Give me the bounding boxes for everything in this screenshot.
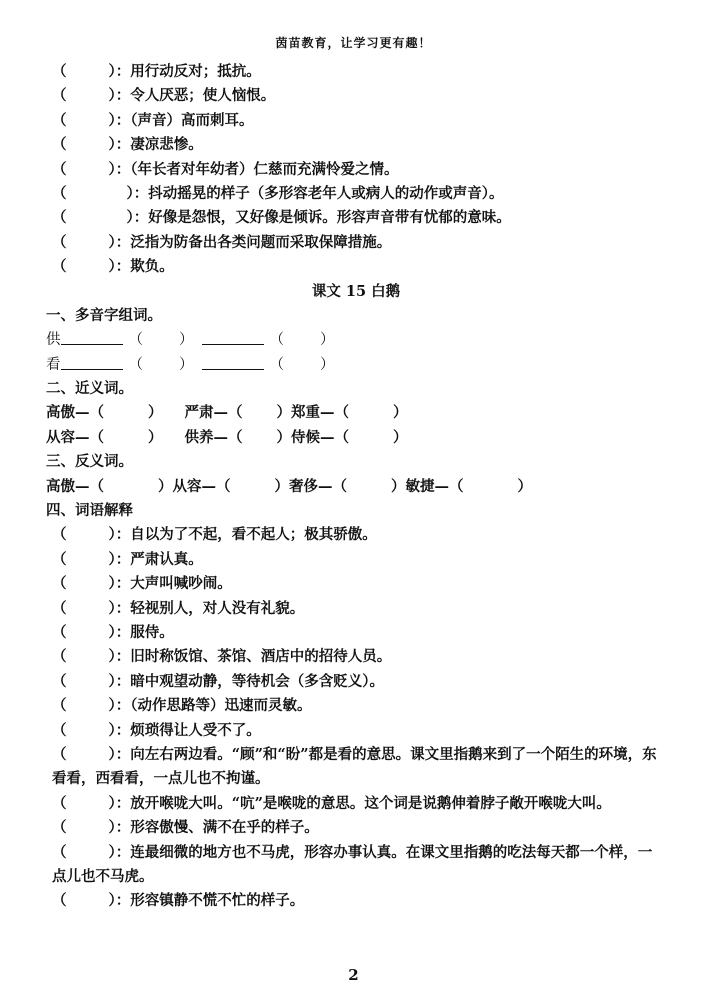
word-definitions <box>46 523 666 913</box>
pair-segment: ） <box>393 404 408 422</box>
open-paren: （ <box>52 63 67 80</box>
definition-item <box>46 645 666 669</box>
definition-text: ：轻视别人，对人没有礼貌。 <box>115 599 305 617</box>
section-4-title: 四、词语解释 <box>46 502 133 520</box>
close-paren: ） <box>126 209 134 227</box>
pinyin-open-paren: （ <box>269 332 284 349</box>
open-paren: （ <box>52 623 67 641</box>
pair-segment: 高傲—（ <box>46 477 104 495</box>
polyphone-char: 看 <box>46 356 61 373</box>
pair-segment: ） <box>148 428 163 446</box>
open-paren: （ <box>52 209 67 227</box>
open-paren: （ <box>52 575 67 593</box>
close-paren: ） <box>126 184 134 202</box>
definition-text: ：抖动摇晃的样子（多形容老年人或病人的动作或声音）。 <box>133 184 504 202</box>
close-paren: ） <box>108 843 116 861</box>
word-blank <box>61 330 123 345</box>
pair-segment: 从容—（ <box>46 428 104 446</box>
definition-item <box>46 206 666 230</box>
antonym-row <box>46 475 666 499</box>
definition-text: ：连最细微的地方也不马虎，形容办事认真。在课文里指鹅的吃法每天都一个样，一点儿也不马虎。 <box>52 843 653 885</box>
definition-item <box>46 719 666 743</box>
close-paren: ） <box>108 526 116 544</box>
definition-text: ：（动作思路等）迅速而灵敏。 <box>115 697 312 715</box>
pinyin-open-paren: （ <box>128 356 143 373</box>
definition-item <box>46 548 666 572</box>
close-paren: ） <box>108 575 116 593</box>
definition-item <box>46 158 666 182</box>
pinyin-close-paren: ） <box>179 356 194 373</box>
definition-item <box>46 60 666 84</box>
word-blank <box>202 330 264 345</box>
pair-segment: 严肃—（ <box>184 404 243 422</box>
pair-segment: ） <box>148 404 163 422</box>
definition-item <box>46 231 666 255</box>
section-2-title: 二、近义词。 <box>46 380 133 398</box>
definition-item <box>46 621 666 645</box>
close-paren: ） <box>108 623 116 641</box>
synonym-row <box>46 401 666 425</box>
definition-text: ：服侍。 <box>115 623 174 641</box>
pinyin-close-paren: ） <box>179 332 194 349</box>
definition-text: ：大声叫喊吵闹。 <box>115 575 232 593</box>
synonym-row <box>46 426 666 450</box>
definition-item <box>46 670 666 694</box>
pair-segment: ）侍候—（ <box>276 428 349 446</box>
close-paren: ） <box>108 745 116 763</box>
definition-text: ：形容镇静不慌不忙的样子。 <box>115 892 305 910</box>
close-paren: ） <box>108 63 116 80</box>
definition-text: ：好像是怨恨，又好像是倾诉。形容声音带有忧郁的意味。 <box>133 209 511 227</box>
pair-segment: ）奢侈—（ <box>274 477 347 495</box>
pair-segment: ）敏捷—（ <box>391 477 464 495</box>
definition-item <box>46 792 666 816</box>
antonym-line <box>46 475 666 499</box>
definition-item <box>46 572 666 596</box>
open-paren: （ <box>52 672 67 690</box>
synonym-rows <box>46 401 666 450</box>
definition-text: ：形容傲慢、满不在乎的样子。 <box>115 819 319 837</box>
open-paren: （ <box>52 550 67 568</box>
open-paren: （ <box>52 87 67 105</box>
open-paren: （ <box>52 648 67 666</box>
close-paren: ） <box>108 819 116 837</box>
open-paren: （ <box>52 745 67 763</box>
open-paren: （ <box>52 697 67 715</box>
pinyin-open-paren: （ <box>269 356 284 373</box>
definition-item <box>46 597 666 621</box>
close-paren: ） <box>108 892 116 910</box>
definition-item <box>46 743 666 792</box>
definition-text: ：严肃认真。 <box>115 550 203 568</box>
definition-text: ：暗中观望动静，等待机会（多含贬义）。 <box>115 672 384 690</box>
polyphone-rows <box>46 328 666 377</box>
close-paren: ） <box>108 672 116 690</box>
definition-text: ：（年长者对年幼者）仁慈而充满怜爱之情。 <box>115 160 399 178</box>
definition-item <box>46 816 666 840</box>
definition-text: ：用行动反对；抵抗。 <box>115 63 261 80</box>
pair-segment: 高傲—（ <box>46 404 104 422</box>
definition-text: ：向左右两边看。“顾”和“盼”都是看的意思。课文里指鹅来到了一个陌生的环境，东看看，西看看，一点儿也不拘谨。 <box>52 745 657 788</box>
pair-segment: ）从容—（ <box>158 477 231 495</box>
open-paren: （ <box>52 843 67 861</box>
close-paren: ） <box>108 111 116 129</box>
close-paren: ） <box>108 87 116 105</box>
close-paren: ） <box>108 697 116 715</box>
definition-item <box>46 255 666 279</box>
section-3-title: 三、反义词。 <box>46 453 133 471</box>
definition-text: ：烦琐得让人受不了。 <box>115 721 261 739</box>
close-paren: ） <box>108 599 116 617</box>
open-paren: （ <box>52 819 67 837</box>
definition-item <box>46 133 666 157</box>
close-paren: ） <box>108 648 116 666</box>
close-paren: ） <box>108 233 116 251</box>
definition-text: ：旧时称饭馆、茶馆、酒店中的招待人员。 <box>115 648 392 666</box>
pinyin-close-paren: ） <box>320 356 335 373</box>
page-header: 茵苗教育，让学习更有趣！ <box>275 36 432 50</box>
pair-segment: ） <box>393 428 408 446</box>
pinyin-close-paren: ） <box>320 332 335 349</box>
word-blank <box>61 355 123 370</box>
definition-text: ：令人厌恶；使人恼恨。 <box>115 87 276 105</box>
word-blank <box>202 355 264 370</box>
pair-segment: ）郑重—（ <box>276 404 349 422</box>
open-paren: （ <box>52 721 67 739</box>
polyphone-char: 供 <box>46 332 61 349</box>
open-paren: （ <box>52 136 67 154</box>
open-paren: （ <box>52 599 67 617</box>
close-paren: ） <box>108 721 116 739</box>
open-paren: （ <box>52 892 67 910</box>
definition-item <box>46 841 666 890</box>
definition-item <box>46 182 666 206</box>
definition-text: ：放开喉咙大叫。“吭”是喉咙的意思。这个词是说鹅伸着脖子敞开喉咙大叫。 <box>115 794 611 812</box>
open-paren: （ <box>52 526 67 544</box>
definition-text: ：自以为了不起，看不起人；极其骄傲。 <box>115 526 377 544</box>
close-paren: ） <box>108 258 116 276</box>
close-paren: ） <box>108 136 116 154</box>
close-paren: ） <box>108 794 116 812</box>
open-paren: （ <box>52 258 67 276</box>
definition-item <box>46 523 666 547</box>
open-paren: （ <box>52 794 67 812</box>
close-paren: ） <box>108 550 116 568</box>
definition-item <box>46 889 666 913</box>
page-number: 2 <box>348 966 359 984</box>
worksheet-content <box>46 60 666 914</box>
polyphone-row <box>46 328 666 352</box>
definition-item <box>46 109 666 133</box>
open-paren: （ <box>52 184 67 202</box>
section-1-title: 一、多音字组词。 <box>46 306 162 324</box>
open-paren: （ <box>52 233 67 251</box>
definition-text: ：泛指为防备出各类问题而采取保障措施。 <box>115 233 392 251</box>
definition-item <box>46 694 666 718</box>
pair-segment: 供养—（ <box>184 428 243 446</box>
polyphone-row <box>46 353 666 377</box>
previous-definitions <box>46 60 666 280</box>
definition-text: ：凄凉悲惨。 <box>115 136 203 154</box>
definition-item <box>46 84 666 108</box>
definition-text: ：欺负。 <box>115 258 174 276</box>
pinyin-open-paren: （ <box>128 332 143 349</box>
open-paren: （ <box>52 111 67 129</box>
lesson-title: 课文 15 白鹅 <box>311 282 401 300</box>
pair-segment: ） <box>517 477 532 495</box>
close-paren: ） <box>108 160 116 178</box>
open-paren: （ <box>52 160 67 178</box>
definition-text: ：（声音）高而刺耳。 <box>115 111 254 129</box>
